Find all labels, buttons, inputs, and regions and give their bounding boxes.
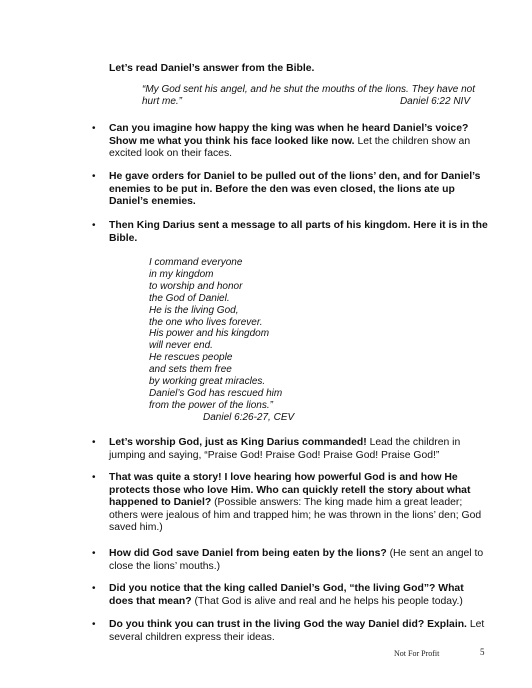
poem-line: and sets them free (149, 364, 232, 376)
poem-line: He is the living God, (149, 304, 239, 316)
poem-line: from the power of the lions.” (149, 399, 273, 411)
item-text: Lead the children in jumping and saying, “Praise God! Praise God! Praise God! Praise God!” (109, 437, 461, 461)
bible-quote-daniel-6-22 (142, 84, 482, 108)
item-bold-text: How did God save Daniel from being eaten by the lions? (109, 548, 387, 559)
list-item (92, 619, 489, 644)
poem-line: the one who lives forever. (149, 316, 263, 328)
list-item (92, 583, 489, 608)
bullet-icon: • (92, 472, 96, 483)
bullet-icon: • (92, 548, 96, 559)
poem-line: to worship and honor (149, 280, 243, 292)
bullet-icon: • (92, 583, 96, 594)
item-bold-text: He gave orders for Daniel to be pulled out of the lions’ den, and for Daniel’s enemies to be put in. Before the den was even closed, the lions ate up Daniel’s enemies. (109, 171, 481, 208)
item-text: (He sent an angel to close the lions’ mouths.) (109, 548, 484, 572)
list-item (92, 472, 489, 535)
item-text: (That God is alive and real and he helps his people today.) (191, 595, 463, 607)
item-text: Let the children show an excited look on their faces. (109, 135, 471, 160)
list-item (92, 548, 489, 573)
poem-line: by working great miracles. (149, 376, 266, 388)
item-bold-text: Can you imagine how happy the king was when he heard Daniel’s voice? Show me what you think his face looked like now. (109, 123, 469, 147)
bullet-icon: • (92, 123, 96, 134)
item-text: (Possible answers: The king made him a great leader; others were jealous of him and trapped him; he was thrown in the lions’ den; God saved him.) (109, 497, 482, 534)
poem-line: will never end. (149, 340, 213, 352)
list-item (92, 171, 489, 209)
item-bold-text: That was quite a story! I love hearing how powerful God is and how He protects those who love Him. Who can quickly retell the story about what happened to Daniel? (109, 472, 471, 509)
list-item (92, 220, 489, 245)
poem-line: I command everyone (149, 257, 243, 268)
intro-line: Let’s read Daniel’s answer from the Bible. (109, 63, 315, 74)
bullet-icon: • (92, 220, 96, 231)
item-text: Let several children express their ideas. (109, 619, 485, 643)
poem-line: His power and his kingdom (149, 328, 270, 340)
poem-reference: Daniel 6:26-27, CEV (203, 411, 295, 423)
bullet-icon: • (92, 171, 96, 182)
list-item (92, 123, 489, 161)
item-bold-text: Do you think you can trust in the living God the way Daniel did? Explain. (109, 619, 467, 630)
bible-quote-daniel-6-26-27 (149, 257, 369, 424)
item-bold-text: Let’s worship God, just as King Darius commanded! (109, 437, 367, 448)
bullet-icon: • (92, 437, 96, 448)
item-bold-text: Then King Darius sent a message to all parts of his kingdom. Here it is in the Bible. (109, 220, 488, 244)
poem-line: Daniel’s God has rescued him (149, 387, 283, 399)
bullet-icon: • (92, 619, 96, 630)
list-item (92, 437, 489, 462)
page-number: 5 (480, 647, 485, 657)
poem-line: He rescues people (149, 352, 233, 364)
poem-line: the God of Daniel. (149, 292, 230, 304)
item-bold-text: Did you notice that the king called Daniel’s God, “the living God”? What does that mean? (109, 583, 464, 607)
quote-reference: Daniel 6:22 NIV (399, 96, 470, 107)
poem-line: in my kingdom (149, 268, 214, 280)
footer-text: Not For Profit (394, 649, 440, 658)
quote-text: “My God sent his angel, and he shut the mouths of the lions. They have not hurt me.” (142, 84, 475, 107)
